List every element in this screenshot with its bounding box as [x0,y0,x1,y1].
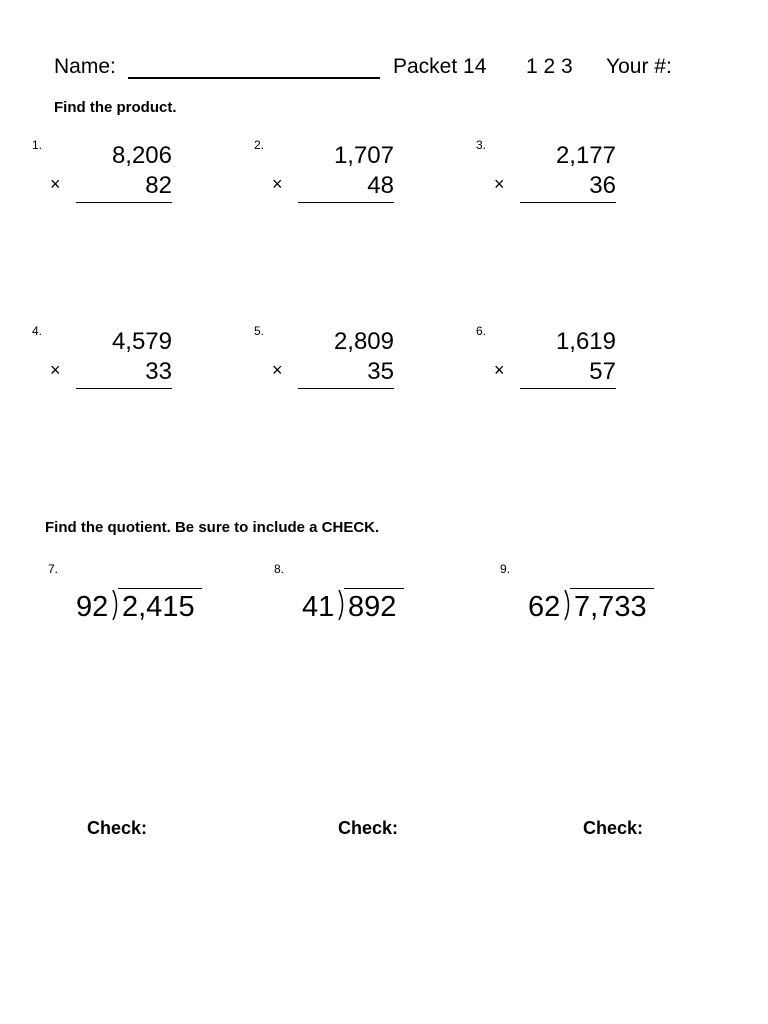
divide-problem-7 [48,562,248,632]
divisor: 92 [76,591,109,623]
multiply-problem-3 [476,138,616,218]
name-blank-line[interactable] [128,77,380,79]
level-options: 1 2 3 [526,55,573,78]
multiply-problem-5 [254,324,394,404]
dividend: 2,415 [122,591,195,623]
problem-number: 4. [32,324,43,338]
division-bar [344,588,404,589]
times-sign: × [50,360,61,380]
answer-line [76,202,172,203]
multiply-problem-2 [254,138,394,218]
multiplicand: 1,619 [555,328,616,355]
multiplier: 82 [145,172,172,199]
answer-line [520,202,616,203]
answer-line [76,388,172,389]
times-sign: × [272,360,283,380]
multiplicand: 8,206 [111,142,172,169]
problem-number: 8. [274,562,285,576]
division-bracket-icon [564,590,572,620]
problem-number: 7. [48,562,59,576]
problem-number: 3. [476,138,487,152]
multiplier: 35 [367,358,394,385]
multiply-instruction: Find the product. [54,99,177,116]
answer-line [520,388,616,389]
times-sign: × [50,174,61,194]
check-label-9: Check: [583,818,644,838]
division-bracket-icon [338,590,346,620]
problem-number: 2. [254,138,265,152]
check-label-8: Check: [338,818,399,838]
divisor: 41 [302,591,335,623]
times-sign: × [272,174,283,194]
check-label-7: Check: [87,818,148,838]
problem-number: 9. [500,562,511,576]
dividend: 7,733 [574,591,647,623]
name-label: Name: [54,55,116,78]
answer-line [298,388,394,389]
multiply-problem-1 [32,138,172,218]
dividend: 892 [348,591,397,623]
multiplier: 57 [589,358,616,385]
problem-number: 6. [476,324,487,338]
divide-problem-8 [274,562,474,632]
multiplier: 33 [145,358,172,385]
problem-number: 5. [254,324,265,338]
answer-line [298,202,394,203]
times-sign: × [494,360,505,380]
division-bracket-icon [112,590,120,620]
division-bar [570,588,654,589]
multiply-problem-4 [32,324,172,404]
multiplicand: 2,177 [555,142,616,169]
problem-number: 1. [32,138,43,152]
multiplicand: 2,809 [333,328,394,355]
times-sign: × [494,174,505,194]
multiplier: 48 [367,172,394,199]
divide-instruction: Find the quotient. Be sure to include a CHECK. [45,519,380,536]
your-number-label: Your #: [606,55,672,78]
packet-label: Packet 14 [393,55,487,78]
multiplicand: 1,707 [333,142,394,169]
divide-problem-9 [500,562,700,632]
multiplier: 36 [589,172,616,199]
division-bar [118,588,202,589]
multiplicand: 4,579 [111,328,172,355]
multiply-problem-6 [476,324,616,404]
divisor: 62 [528,591,561,623]
